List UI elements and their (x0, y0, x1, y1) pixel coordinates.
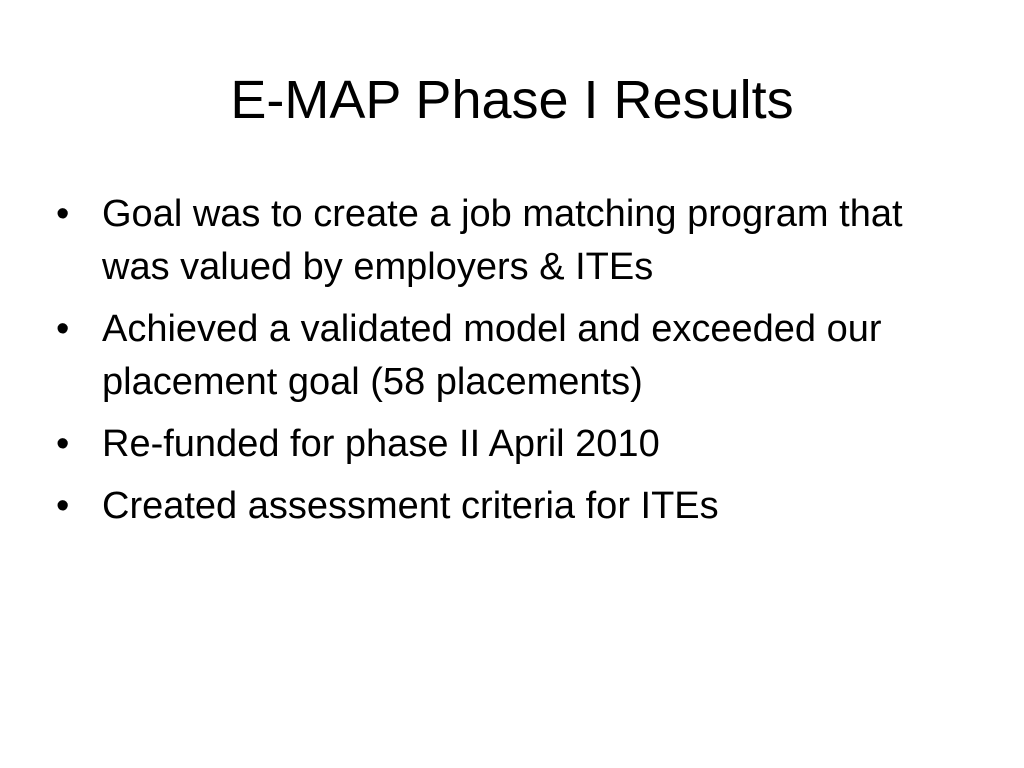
bullet-item (56, 188, 976, 294)
bullet-icon: • (56, 485, 70, 527)
bullet-list (56, 188, 976, 542)
bullet-icon: • (56, 423, 70, 465)
bullet-icon: • (56, 193, 70, 235)
bullet-text: Achieved a validated model and exceeded our placement goal (58 placements) (102, 308, 882, 403)
bullet-icon: • (56, 308, 70, 350)
bullet-text: Created assessment criteria for ITEs (102, 485, 719, 527)
slide-title: E-MAP Phase I Results (230, 70, 794, 130)
bullet-item (56, 418, 976, 471)
bullet-text: Re-funded for phase II April 2010 (102, 423, 660, 465)
bullet-item (56, 303, 976, 409)
bullet-item (56, 480, 976, 533)
bullet-text: Goal was to create a job matching program that was valued by employers & ITEs (102, 193, 903, 288)
